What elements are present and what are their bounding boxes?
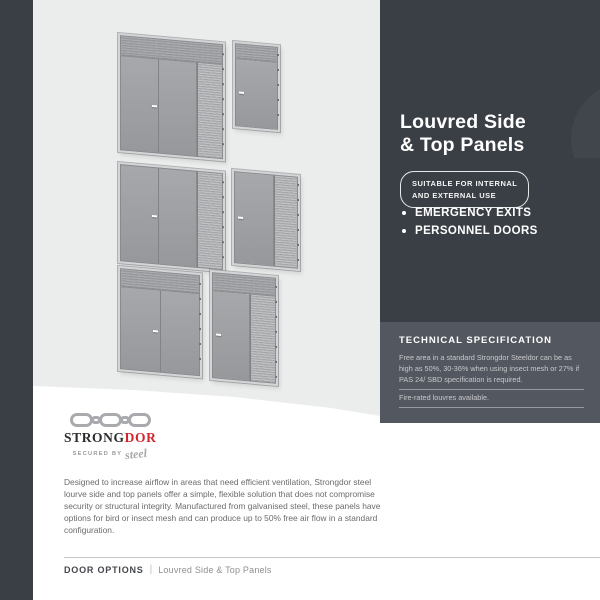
single-door [235,58,278,130]
suitability-badge [400,171,529,208]
footer-section-label: DOOR OPTIONS [64,564,144,575]
louvre-side-panel [250,293,276,383]
double-door [120,286,200,376]
page-title [400,111,526,157]
use-case-list [402,207,538,243]
product-description: Designed to increase airflow in areas that need efficient ventilation, Strongdor steel lourve side and top panels offer a simple, flexible solution that does not compromise security or structural integrity. Manufactured from galvanised steel, these panels have options for bird or insect mesh and can produce up to 50% free air flow in a standard configuration. [64,477,381,535]
door-unit-double-side-louvre [118,162,225,272]
door-unit-single-side-louvre [232,169,300,271]
door-unit-double-top-and-side-louvre [118,33,225,161]
watermark-ring-gap [538,158,600,188]
door-handle [152,104,157,106]
footer-separator: | [149,564,153,575]
footer [64,564,272,575]
technical-specification-section [380,322,600,423]
fire-rated-note: Fire-rated louvres available. [399,390,584,408]
door-unit-single-top-and-side-louvre [210,270,278,386]
louvre-side-panel [197,171,223,270]
badge-line1: SUITABLE FOR INTERNAL [412,179,518,188]
left-accent-bar [0,0,33,600]
list-item-personnel-doors: PERSONNEL DOORS [402,225,538,237]
bullet-icon [402,211,406,215]
double-door [120,164,197,268]
brand-tagline: SECURED BY steel [72,445,148,463]
single-door [234,171,274,266]
strongdor-logo [64,412,156,462]
brand-wordmark-dor: DOR [124,430,157,445]
list-item-emergency-exits: EMERGENCY EXITS [402,207,538,219]
door-handle [153,330,158,332]
page-title-line2: & Top Panels [400,134,525,156]
steel-script-text: steel [124,445,148,463]
double-door [120,55,197,157]
bullet-icon [402,229,406,233]
technical-specification-body: Free area in a standard Strongdor Steeldor can be as high as 50%, 30-36% when using insect mesh or 27% if PAS 24/ SBD specification is required. [399,353,584,390]
door-handle [152,214,157,216]
door-unit-single-top-louvre [233,41,280,132]
door-handle [238,217,243,219]
door-handle [216,334,221,336]
brand-wordmark: STRONGDOR [64,430,157,445]
door-handle [239,92,244,94]
page-title-line1: Louvred Side [400,111,526,133]
technical-specification-heading: TECHNICAL SPECIFICATION [399,335,553,346]
louvre-side-panel [274,175,298,269]
door-unit-double-top-louvre [118,266,202,378]
door-illustration-area [33,0,380,424]
louvre-side-panel [197,62,223,159]
single-door [212,290,250,381]
badge-line2: AND EXTERNAL USE [412,190,497,200]
info-panel [380,0,600,423]
chain-links-icon [64,412,156,428]
footer-divider-line [64,557,600,558]
footer-page-name: Louvred Side & Top Panels [158,564,272,575]
